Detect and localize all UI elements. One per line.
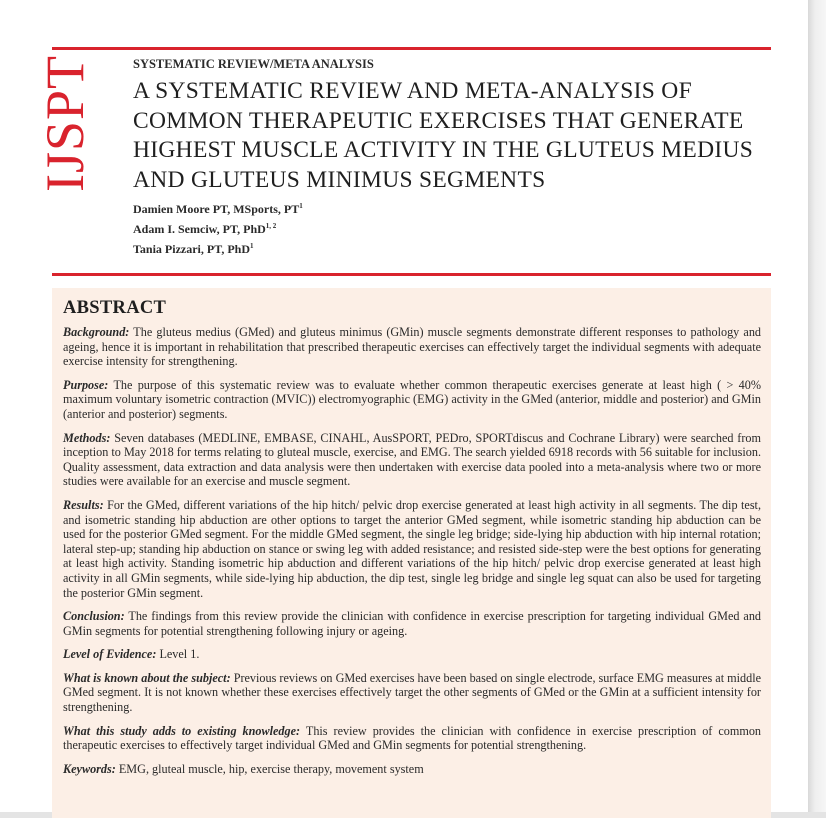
paper-title: A SYSTEMATIC REVIEW AND META-ANALYSIS OF COMMON THERAPEUTIC EXERCISES THAT GENERATE HIGHEST MUSCLE ACTIVITY IN THE GLUTEUS MEDIUS AND GLUTEUS MINIMUS SEGMENTS	[133, 78, 754, 193]
author-name: Adam I. Semciw, PT, PhD	[133, 222, 266, 236]
purpose-label: Purpose:	[63, 377, 109, 392]
conclusion-text: The findings from this review provide the clinician with confidence in exercise prescription for targeting individual GMed and GMin segments for potential strengthening following injury or ageing.	[63, 609, 762, 638]
header-rule-top	[52, 47, 771, 50]
abstract-results	[63, 498, 761, 600]
author-name: Damien Moore PT, MSports, PT	[133, 202, 300, 216]
author-list	[133, 198, 303, 258]
adds-text: This review provides the clinician with confidence in exercise prescription of common therapeutic exercises to effectively target individual GMed and GMin segments for potential strengthening.	[63, 723, 762, 753]
author-1	[133, 198, 303, 218]
author-name: Tania Pizzari, PT, PhD	[133, 242, 250, 256]
conclusion-label: Conclusion:	[63, 609, 125, 624]
author-affiliation: 1	[299, 202, 303, 210]
abstract-purpose	[63, 378, 761, 422]
results-text: For the GMed, different variations of the hip hitch/ pelvic drop exercise generated at least high activity in all segments. The dip test, and isometric standing hip abduction are other options to target the anterior GMed segment, while isometric standing hip abduction can be used for the posterior GMed segment. For the middle GMed segment, the single leg bridge; side-lying hip abduction with hip internal rotation; lateral step-up; standing hip abduction on stance or swing leg with added resistance; and resisted side-step were the best options for generating at least high activity. Standing isometric hip abduction and different variations of the hip hitch/ pelvic drop exercise generated at least high activity in all GMin segments, while side-lying hip abduction, the dip test, single leg bridge and single leg squat can also be used for targeting the posterior GMin segment.	[63, 497, 761, 600]
background-text: The gluteus medius (GMed) and gluteus minimus (GMin) muscle segments demonstrate different responses to pathology and ageing, hence it is important in rehabilitation that prescribed therapeutic exercises can effectively target the individual segments with adequate exercise intensity for strengthening.	[63, 325, 762, 369]
keywords-text: EMG, gluteal muscle, hip, exercise therapy, movement system	[118, 761, 424, 776]
author-affiliation: 1, 2	[265, 222, 277, 230]
level-of-evidence-text: Level 1.	[159, 647, 200, 662]
known-label: What is known about the subject:	[63, 670, 231, 685]
results-label: Results:	[63, 497, 104, 512]
abstract-methods	[63, 431, 761, 489]
methods-text: Seven databases (MEDLINE, EMBASE, CINAHL, AusSPORT, PEDro, SPORTdiscus and Cochrane Library) were searched from inception to May 2018 for terms relating to gluteal muscle, exercise, and EMG. The search yielded 6918 records with 56 suitable for inclusion. Quality assessment, data extraction and data analysis were then undertaken with exercise data pooled into a meta-analysis where two or more studies were available for an exercise and muscle segment.	[63, 430, 761, 489]
abstract-background	[63, 325, 761, 369]
keywords-label: Keywords:	[63, 761, 116, 776]
abstract-box	[52, 288, 771, 818]
abstract-level-of-evidence	[63, 647, 761, 662]
abstract-conclusion	[63, 609, 761, 638]
abstract-known	[63, 671, 761, 715]
abstract-keywords	[63, 762, 761, 777]
adds-label: What this study adds to existing knowledge:	[63, 723, 301, 738]
author-3	[133, 238, 303, 258]
abstract-heading: ABSTRACT	[63, 298, 167, 318]
section-label: SYSTEMATIC REVIEW/META ANALYSIS	[133, 57, 374, 71]
author-2	[133, 218, 303, 238]
journal-logo: IJSPT	[35, 54, 95, 192]
page-edge-shadow	[808, 0, 826, 818]
methods-label: Methods:	[63, 430, 111, 445]
abstract-adds	[63, 724, 761, 753]
purpose-text: The purpose of this systematic review was to evaluate whether common therapeutic exercises generate at least high ( > 40% maximum voluntary isometric contraction (MVIC)) electromyographic (EMG) activity in the GMed (anterior, middle and posterior) and GMin (anterior and posterior) segments.	[63, 377, 762, 421]
known-text: Previous reviews on GMed exercises have been based on single electrode, surface EMG measures at middle GMed segment. It is not known whether these exercises effectively target the other segments of GMed or the GMin at a sufficient intensity for strengthening.	[63, 670, 761, 715]
header-rule-bottom	[52, 273, 771, 276]
level-of-evidence-label: Level of Evidence:	[63, 647, 157, 662]
background-label: Background:	[63, 325, 130, 339]
author-affiliation: 1	[250, 242, 254, 250]
